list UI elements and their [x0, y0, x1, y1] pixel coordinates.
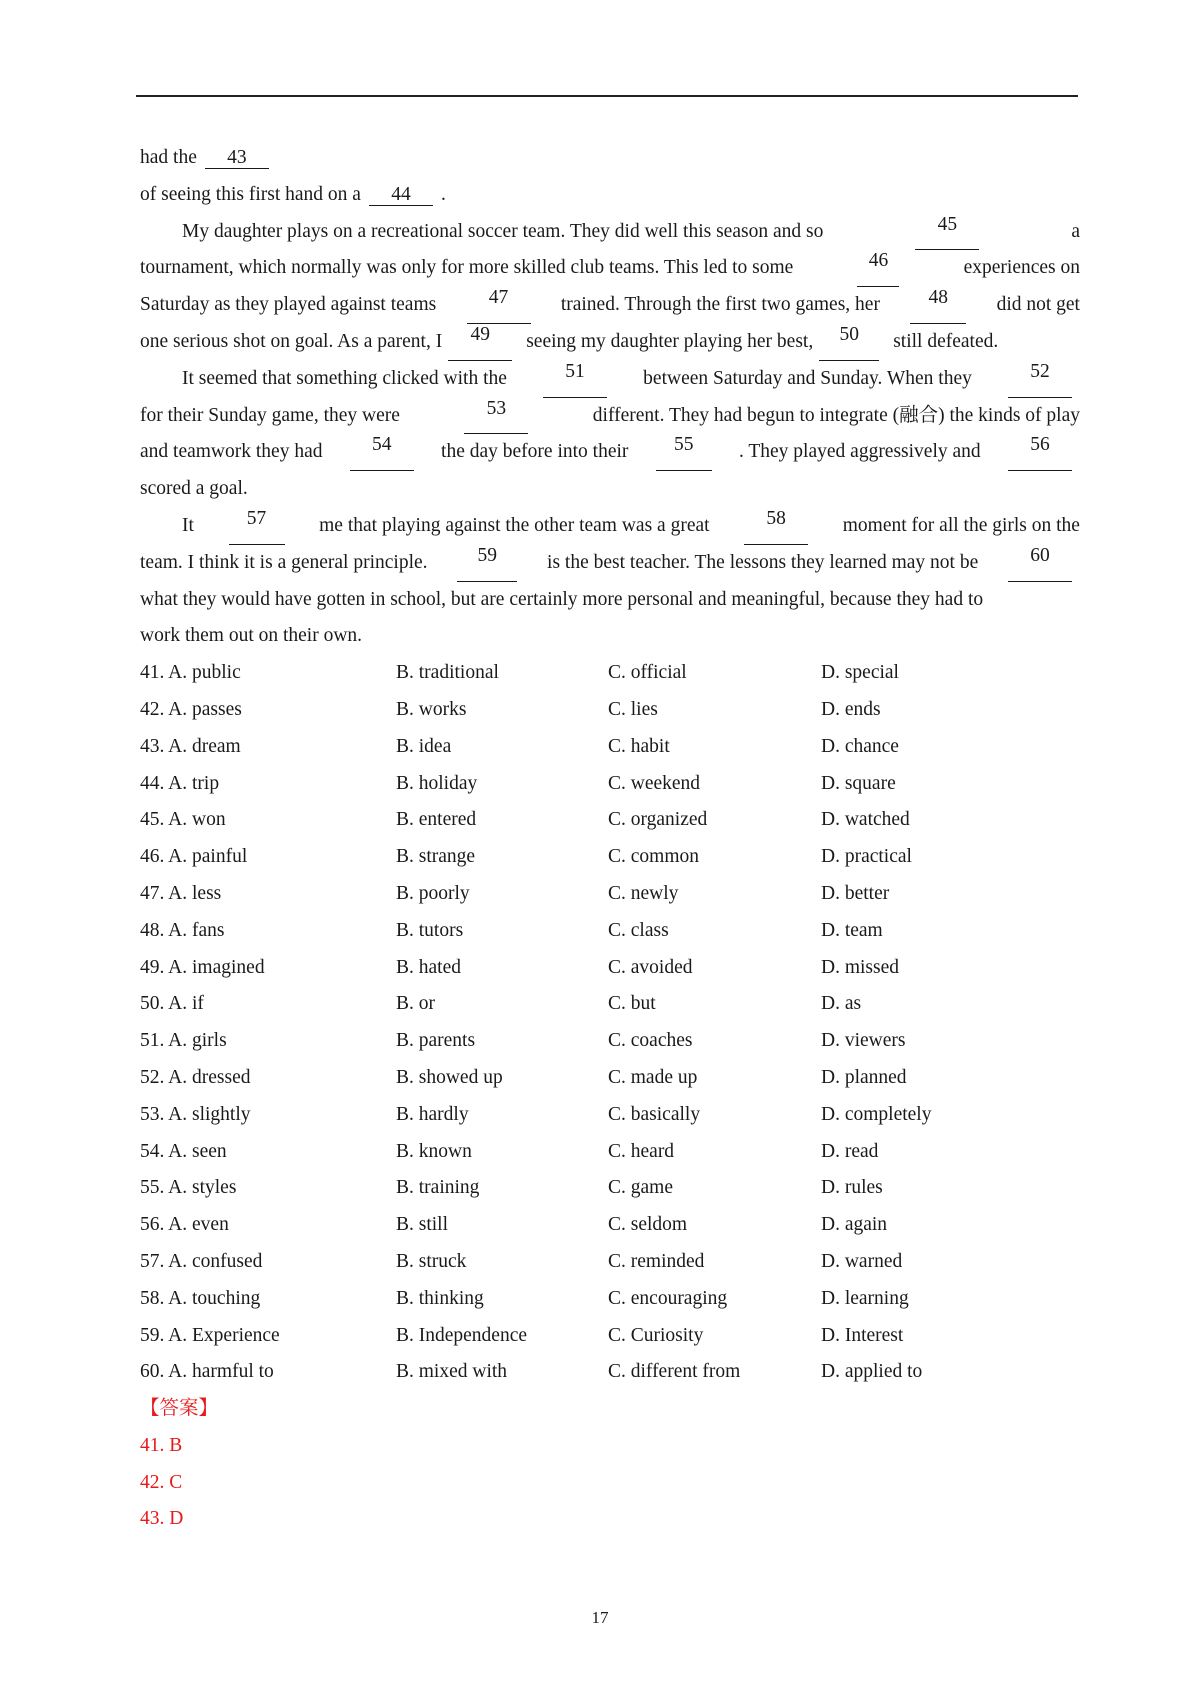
option-choice: C. reminded	[608, 1250, 705, 1272]
option-choice: B. known	[396, 1140, 472, 1162]
passage-text: a	[1071, 220, 1080, 242]
option-choice: D. learning	[821, 1287, 909, 1309]
option-choice: D. read	[821, 1140, 879, 1162]
passage-text: still defeated.	[893, 330, 999, 352]
option-choice: 60. A. harmful to	[140, 1361, 274, 1383]
option-choice: D. applied to	[821, 1361, 923, 1383]
option-row	[140, 1244, 1080, 1281]
blank-54: 54	[350, 434, 414, 471]
passage-line	[140, 618, 1080, 655]
option-choice: 46. A. painful	[140, 846, 248, 868]
option-choice: C. avoided	[608, 956, 693, 978]
option-choice: C. organized	[608, 809, 708, 831]
option-row	[140, 766, 1080, 803]
passage-line	[140, 508, 1080, 545]
paragraph-p3	[140, 508, 1080, 655]
blank-49: 49	[448, 324, 512, 361]
passage-text: one serious shot on goal. As a parent, I	[140, 330, 443, 352]
passage-text: work them out on their own.	[140, 625, 363, 647]
passage-text: seeing my daughter playing her best,	[526, 330, 814, 352]
option-choice: D. team	[821, 919, 883, 941]
option-choice: B. struck	[396, 1250, 467, 1272]
option-row	[140, 1023, 1080, 1060]
blank-44: 44	[369, 184, 433, 206]
option-choice: 44. A. trip	[140, 772, 220, 794]
blank-58: 58	[744, 508, 808, 545]
option-row	[140, 1207, 1080, 1244]
option-choice: D. square	[821, 772, 896, 794]
option-choice: B. thinking	[396, 1287, 484, 1309]
option-choice: C. basically	[608, 1103, 701, 1125]
option-row	[140, 802, 1080, 839]
page-number: 17	[591, 1608, 609, 1627]
option-choice: D. viewers	[821, 1030, 906, 1052]
passage-text: different. They had begun to integrate (融合) the kinds of play	[592, 404, 1080, 426]
passage-text: between Saturday and Sunday. When they	[643, 367, 972, 389]
option-choice: 47. A. less	[140, 882, 222, 904]
passage-text: experiences on	[963, 257, 1080, 279]
option-choice: C. made up	[608, 1066, 698, 1088]
option-row	[140, 1354, 1080, 1391]
passage-text: of seeing this first hand on a	[140, 183, 361, 205]
option-choice: 51. A. girls	[140, 1030, 227, 1052]
option-choice: 45. A. won	[140, 809, 226, 831]
option-choice: B. tutors	[396, 919, 464, 941]
option-choice: B. idea	[396, 735, 452, 757]
option-choice: B. mixed with	[396, 1361, 508, 1383]
option-row	[140, 1097, 1080, 1134]
blank-43: 43	[205, 147, 269, 169]
option-row	[140, 986, 1080, 1023]
blank-60: 60	[1008, 545, 1072, 582]
option-choice: C. game	[608, 1177, 673, 1199]
blank-57: 57	[229, 508, 285, 545]
option-choice: 48. A. fans	[140, 919, 225, 941]
option-row	[140, 655, 1080, 692]
option-choice: D. chance	[821, 735, 899, 757]
answer-section	[140, 1391, 1080, 1538]
passage-line	[140, 545, 1080, 582]
option-choice: B. entered	[396, 809, 477, 831]
option-choice: C. newly	[608, 882, 679, 904]
option-choice: 43. A. dream	[140, 735, 241, 757]
option-choice: C. class	[608, 919, 669, 941]
passage-text: team. I think it is a general principle.	[140, 551, 428, 573]
answer-item: 41. B	[140, 1434, 183, 1456]
passage-text: trained. Through the first two games, her	[560, 294, 880, 316]
passage-text: the day before into their	[441, 441, 629, 463]
passage-line	[140, 214, 1080, 251]
option-choice: D. rules	[821, 1177, 883, 1199]
passage-text: what they would have gotten in school, but are certainly more personal and meaningful, because they had to	[140, 588, 984, 610]
option-choice: C. official	[608, 662, 687, 684]
blank-52: 52	[1008, 361, 1072, 398]
blank-56: 56	[1008, 434, 1072, 471]
passage-text: scored a goal.	[140, 478, 248, 500]
option-choice: 53. A. slightly	[140, 1103, 251, 1125]
option-choice: D. warned	[821, 1250, 903, 1272]
blank-47: 47	[467, 287, 531, 324]
passage-text: for their Sunday game, they were	[140, 404, 400, 426]
option-choice: B. or	[396, 993, 435, 1015]
passage-text: It seemed that something clicked with the	[182, 367, 507, 389]
cloze-passage	[140, 140, 1080, 655]
option-choice: B. works	[396, 698, 467, 720]
blank-50: 50	[819, 324, 879, 361]
option-choice: D. watched	[821, 809, 910, 831]
passage-text: did not get	[996, 294, 1080, 316]
blank-53: 53	[464, 398, 528, 435]
option-choice: 50. A. if	[140, 993, 204, 1015]
passage-text: It	[182, 514, 194, 536]
answer-item: 43. D	[140, 1508, 184, 1530]
passage-text: .	[440, 183, 446, 205]
blank-45: 45	[915, 214, 979, 251]
answer-item: 42. C	[140, 1471, 183, 1493]
option-row	[140, 1318, 1080, 1355]
passage-text: moment for all the girls on the	[842, 514, 1080, 536]
blank-48: 48	[910, 287, 966, 324]
passage-line	[140, 250, 1080, 287]
passage-text: . They played aggressively and	[738, 441, 981, 463]
option-choice: B. parents	[396, 1030, 476, 1052]
option-choice: C. Curiosity	[608, 1324, 704, 1346]
option-choice: D. missed	[821, 956, 899, 978]
passage-text: is the best teacher. The lessons they learned may not be	[547, 551, 979, 573]
option-choice: D. ends	[821, 698, 881, 720]
option-choice: C. lies	[608, 698, 658, 720]
passage-line	[140, 324, 1080, 361]
passage-text: Saturday as they played against teams	[140, 294, 437, 316]
option-choice: C. weekend	[608, 772, 701, 794]
blank-51: 51	[543, 361, 607, 398]
option-row	[140, 692, 1080, 729]
passage-line	[140, 140, 1080, 177]
answer-heading: 【答案】	[140, 1398, 219, 1420]
option-row	[140, 1134, 1080, 1171]
options-list	[140, 655, 1080, 1391]
option-choice: 57. A. confused	[140, 1250, 263, 1272]
blank-59: 59	[457, 545, 517, 582]
blank-46: 46	[857, 250, 899, 287]
option-choice: 49. A. imagined	[140, 956, 265, 978]
option-choice: B. training	[396, 1177, 480, 1199]
option-choice: B. showed up	[396, 1066, 503, 1088]
passage-text: had the	[140, 147, 197, 168]
passage-line	[140, 398, 1080, 435]
option-choice: 42. A. passes	[140, 698, 242, 720]
passage-text: My daughter plays on a recreational soccer team. They did well this season and so	[182, 220, 824, 242]
option-row	[140, 1170, 1080, 1207]
option-choice: D. planned	[821, 1066, 907, 1088]
option-choice: B. Independence	[396, 1324, 528, 1346]
option-row	[140, 1281, 1080, 1318]
option-choice: D. as	[821, 993, 862, 1015]
paragraph-p2	[140, 361, 1080, 508]
option-choice: B. strange	[396, 846, 476, 868]
passage-text: and teamwork they had	[140, 441, 323, 463]
option-choice: D. special	[821, 662, 899, 684]
paragraph-p1	[140, 214, 1080, 361]
option-choice: 52. A. dressed	[140, 1066, 251, 1088]
passage-text: me that playing against the other team was a great	[319, 514, 710, 536]
passage-line	[140, 434, 1080, 471]
option-choice: B. poorly	[396, 882, 470, 904]
option-choice: C. coaches	[608, 1030, 693, 1052]
option-choice: C. seldom	[608, 1214, 688, 1236]
option-choice: 59. A. Experience	[140, 1324, 280, 1346]
option-choice: B. hated	[396, 956, 461, 978]
passage-line	[140, 177, 1080, 214]
option-choice: C. heard	[608, 1140, 675, 1162]
option-choice: D. Interest	[821, 1324, 904, 1346]
option-choice: D. again	[821, 1214, 888, 1236]
option-choice: B. still	[396, 1214, 449, 1236]
option-choice: C. encouraging	[608, 1287, 728, 1309]
option-choice: D. practical	[821, 846, 912, 868]
option-choice: C. common	[608, 846, 699, 868]
option-row	[140, 950, 1080, 987]
option-row	[140, 1060, 1080, 1097]
option-choice: B. traditional	[396, 662, 499, 684]
passage-line	[140, 287, 1080, 324]
passage-line	[140, 582, 1080, 619]
option-row	[140, 913, 1080, 950]
option-choice: B. holiday	[396, 772, 478, 794]
passage-line	[140, 471, 1080, 508]
option-choice: 41. A. public	[140, 662, 241, 684]
option-choice: C. habit	[608, 735, 670, 757]
header-rule	[136, 95, 1078, 97]
option-choice: 55. A. styles	[140, 1177, 237, 1199]
option-choice: D. better	[821, 882, 890, 904]
option-choice: 56. A. even	[140, 1214, 229, 1236]
option-choice: C. different from	[608, 1361, 741, 1383]
blank-55: 55	[656, 434, 712, 471]
option-choice: C. but	[608, 993, 656, 1015]
option-choice: 58. A. touching	[140, 1287, 261, 1309]
passage-text: tournament, which normally was only for more skilled club teams. This led to some	[140, 257, 794, 279]
passage-line	[140, 361, 1080, 398]
option-row	[140, 729, 1080, 766]
option-row	[140, 839, 1080, 876]
option-choice: B. hardly	[396, 1103, 469, 1125]
page-content	[140, 140, 1080, 1538]
option-choice: D. completely	[821, 1103, 932, 1125]
option-choice: 54. A. seen	[140, 1140, 227, 1162]
option-row	[140, 876, 1080, 913]
